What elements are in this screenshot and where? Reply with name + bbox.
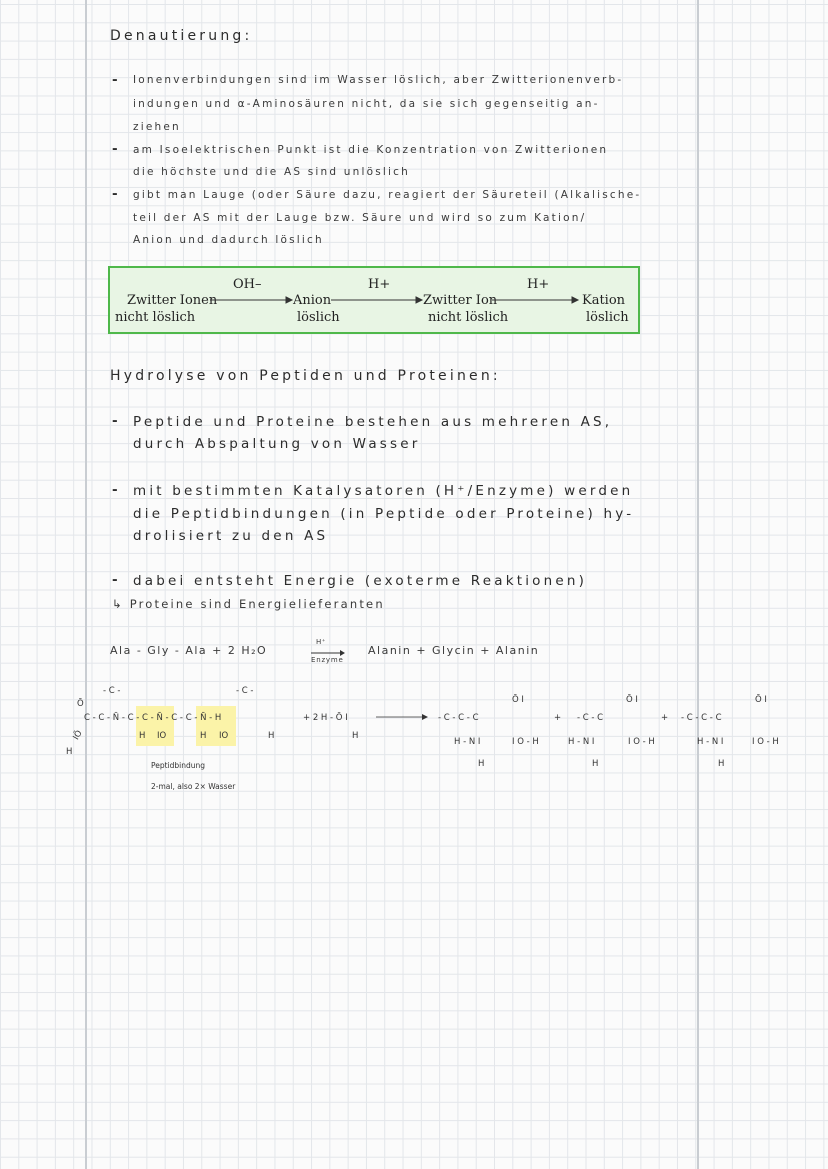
svg-text:H - N I: H - N I	[697, 737, 724, 747]
svg-text:H: H	[139, 731, 146, 741]
bullet3-line3: Anion und dadurch löslich	[133, 234, 324, 246]
stage-name-2: Anion	[293, 293, 332, 308]
hydro-note: ↳ Proteine sind Energielieferanten	[112, 597, 385, 611]
svg-text:+: +	[554, 713, 562, 723]
svg-text:C - C - N̄ - C - C - N̄ - C -: C - C - N̄ - C - C - N̄ - C - C - N̄ - H	[84, 713, 222, 723]
section-title-denaturierung: Denautierung:	[110, 28, 253, 44]
stage-name-1: Zwitter Ionen	[127, 293, 218, 308]
stage-state-3: nicht löslich	[428, 310, 509, 325]
stage-state-4: löslich	[586, 310, 629, 325]
bullet1-line2: indungen und α-Aminosäuren nicht, da sie sich gegenseitig an-	[133, 98, 600, 110]
hydro-bullet2-line2: die Peptidbindungen (in Peptide oder Proteine) hy-	[133, 506, 635, 522]
peptide-bond-label: Peptidbindung	[151, 761, 206, 770]
svg-text:I O - H: I O - H	[512, 737, 539, 747]
svg-text:H - N I: H - N I	[454, 737, 481, 747]
svg-text:H: H	[200, 731, 207, 741]
hydro-bullet2-line3: drolisiert zu den AS	[133, 528, 329, 544]
bullet-dash: -	[112, 72, 121, 88]
bullet-dash: -	[112, 482, 121, 498]
equation-left: Ala - Gly - Ala + 2 H₂O	[110, 644, 268, 657]
stage-name-4: Kation	[582, 293, 626, 308]
svg-text:H: H	[718, 759, 725, 769]
reagent-oh: OH–	[233, 277, 262, 292]
reagent-h-2: H+	[527, 277, 550, 292]
svg-text:I O - H: I O - H	[752, 737, 779, 747]
stage-state-2: löslich	[297, 310, 340, 325]
bullet1-line3: ziehen	[133, 121, 181, 133]
svg-text:Ō: Ō	[77, 699, 84, 709]
reagent-h-1: H+	[368, 277, 391, 292]
bullet-dash: -	[112, 572, 121, 588]
svg-text:H: H	[66, 747, 73, 757]
stage-name-3: Zwitter Ion	[423, 293, 498, 308]
bullet2-line1: am Isoelektrischen Punkt ist die Konzentration von Zwitterionen	[133, 144, 609, 156]
svg-text:IO: IO	[157, 731, 167, 741]
svg-text:- C - C - C: - C - C - C	[681, 713, 722, 723]
peptide-structure-formula	[0, 680, 828, 790]
svg-text:I O - H: I O - H	[628, 737, 655, 747]
bullet-dash: -	[112, 141, 121, 157]
equation-catalyst-top: H⁺	[316, 638, 326, 646]
equation-catalyst-bottom: Enzyme	[311, 656, 344, 664]
bullet2-line2: die höchste und die AS sind unlöslich	[133, 166, 410, 178]
svg-text:- C - C - C: - C - C - C	[438, 713, 479, 723]
bullet1-line1: Ionenverbindungen sind im Wasser löslich, aber Zwitterionenverb-	[133, 74, 624, 86]
equation-right: Alanin + Glycin + Alanin	[368, 644, 540, 657]
hydro-bullet1-line2: durch Abspaltung von Wasser	[133, 436, 421, 452]
svg-text:- C -: - C -	[236, 686, 254, 696]
reaction-arrows	[0, 0, 828, 340]
bullet-dash: -	[112, 413, 121, 429]
peptide-water-label: 2-mal, also 2× Wasser	[151, 782, 236, 790]
svg-text:H - N I: H - N I	[568, 737, 595, 747]
section-title-hydrolyse: Hydrolyse von Peptiden und Proteinen:	[110, 368, 501, 384]
hydro-bullet2-line1: mit bestimmten Katalysatoren (H⁺/Enzyme) werden	[133, 483, 634, 499]
svg-text:Ō I: Ō I	[512, 695, 524, 705]
svg-text:H: H	[268, 731, 275, 741]
svg-text:- C - C: - C - C	[577, 713, 604, 723]
hydro-bullet1-line1: Peptide und Proteine bestehen aus mehreren AS,	[133, 414, 613, 430]
bullet3-line2: teil der AS mit der Lauge bzw. Säure und wird so zum Kation/	[133, 212, 587, 224]
svg-text:H: H	[592, 759, 599, 769]
svg-text:Ō I: Ō I	[755, 695, 767, 705]
stage-state-1: nicht löslich	[115, 310, 196, 325]
svg-text:H: H	[352, 731, 359, 741]
svg-text:Ō I: Ō I	[626, 695, 638, 705]
bullet-dash: -	[112, 186, 121, 202]
svg-text:H: H	[478, 759, 485, 769]
water-reactant: + 2 H - Ō I	[303, 713, 348, 723]
svg-text:+: +	[661, 713, 669, 723]
hydro-bullet3-line1: dabei entsteht Energie (exoterme Reaktionen)	[133, 573, 588, 589]
svg-text:IŌ: IŌ	[71, 728, 85, 742]
svg-text:- C -: - C -	[103, 686, 121, 696]
svg-text:IO: IO	[219, 731, 229, 741]
bullet3-line1: gibt man Lauge (oder Säure dazu, reagiert der Säureteil (Alkalische-	[133, 189, 642, 201]
